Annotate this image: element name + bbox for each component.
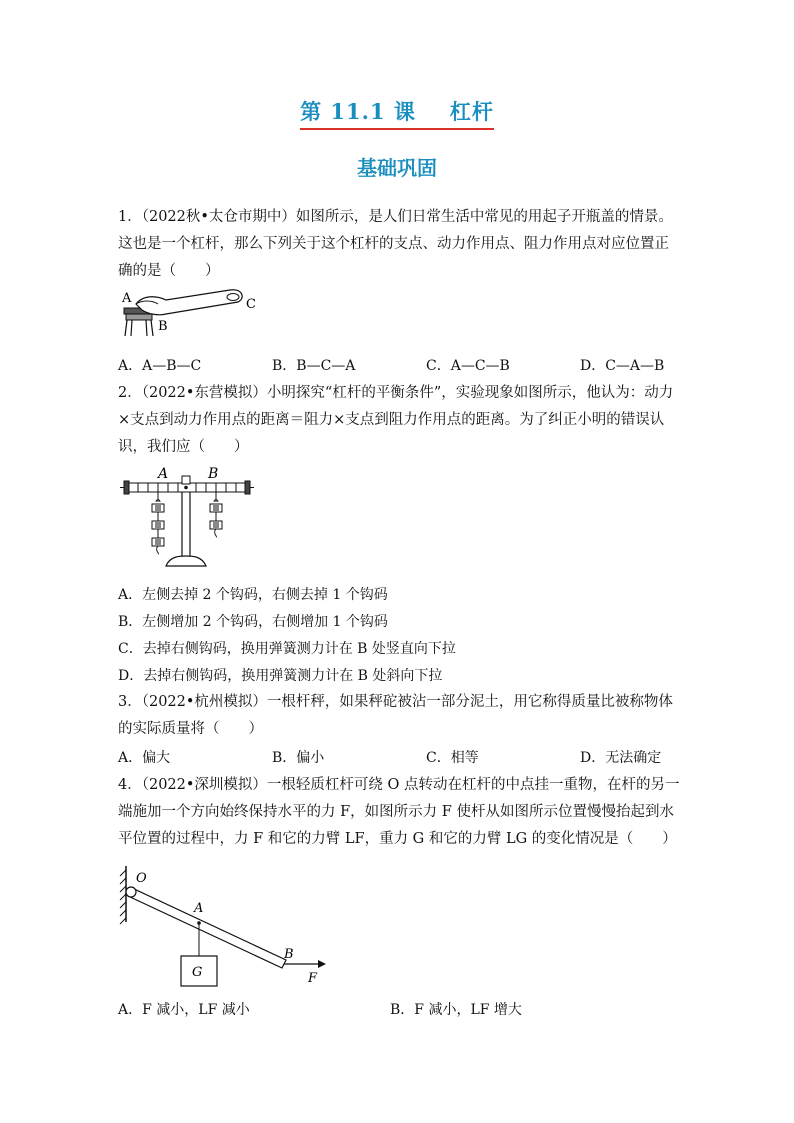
question-3-option-b[interactable]: B．偏小	[272, 750, 325, 766]
question-3-option-a[interactable]: A．偏大	[118, 750, 171, 766]
section-heading: 基础巩固	[357, 156, 437, 180]
question-2-option-b[interactable]: B．左侧增加 2 个钩码，右侧增加 1 个钩码	[118, 614, 388, 630]
lever-label-o: O	[136, 871, 147, 886]
lever-balance-figure	[118, 466, 260, 574]
balance-label-a: A	[158, 466, 169, 482]
question-4-option-b[interactable]: B．F 减小，LF 增大	[390, 1002, 522, 1018]
question-1-option-a[interactable]: A．A—B—C	[118, 358, 202, 374]
question-2-option-d[interactable]: D．去掉右侧钩码，换用弹簧测力计在 B 处斜向下拉	[118, 668, 443, 684]
opener-label-b: B	[158, 319, 168, 334]
opener-label-c: C	[246, 297, 256, 312]
question-3-option-c[interactable]: C．相等	[426, 750, 479, 766]
lever-label-f: F	[308, 971, 318, 986]
question-1-option-d[interactable]: D．C—A—B	[580, 358, 665, 374]
question-3-stem: 3．（2022•杭州模拟）一根杆秤，如果秤砣被沾一部分泥土，用它称得质量比被称物体的实际质量将（ ）	[118, 694, 673, 737]
lever-label-g: G	[192, 965, 203, 980]
question-4-option-a[interactable]: A．F 减小，LF 减小	[118, 1002, 250, 1018]
question-2-option-a[interactable]: A．左侧去掉 2 个钩码，右侧去掉 1 个钩码	[118, 587, 388, 603]
question-1-option-b[interactable]: B．B—C—A	[272, 358, 356, 374]
question-1-option-c[interactable]: C．A—C—B	[426, 358, 510, 374]
balance-label-b: B	[208, 466, 219, 482]
question-4-stem: 4．（2022•深圳模拟）一根轻质杠杆可绕 O 点转动在杠杆的中点挂一重物，在杆的另一端施加一个方向始终保持水平的力 F，如图所示力 F 使杆从如图所示位置慢慢抬起到水平位置的过程中，力 F 和它的力臂 LF，重力 G 和它的力臂 LG 的变化情况是（ ）	[118, 777, 680, 847]
lever-label-b: B	[284, 947, 294, 962]
question-3-option-d[interactable]: D．无法确定	[580, 750, 662, 766]
opener-label-a: A	[122, 291, 132, 306]
lesson-title	[0, 96, 794, 130]
lesson-number: 第 11.1 课	[300, 99, 416, 124]
question-1-stem: 1．（2022秋•太仓市期中）如图所示，是人们日常生活中常见的用起子开瓶盖的情景。这也是一个杠杆，那么下列关于这个杠杆的支点、动力作用点、阻力作用点对应位置正确的是（ ）	[118, 209, 673, 279]
lesson-topic: 杠杆	[449, 99, 494, 124]
rotating-lever-figure	[118, 862, 328, 994]
bottle-opener-figure	[118, 286, 268, 346]
question-2-stem: 2．（2022•东营模拟）小明探究“杠杆的平衡条件”，实验现象如图所示，他认为：动力×支点到动力作用点的距离＝阻力×支点到阻力作用点的距离。为了纠正小明的错误认识，我们应（ ）	[118, 385, 674, 455]
lever-label-a: A	[194, 901, 204, 916]
question-2-option-c[interactable]: C．去掉右侧钩码，换用弹簧测力计在 B 处竖直向下拉	[118, 641, 456, 657]
